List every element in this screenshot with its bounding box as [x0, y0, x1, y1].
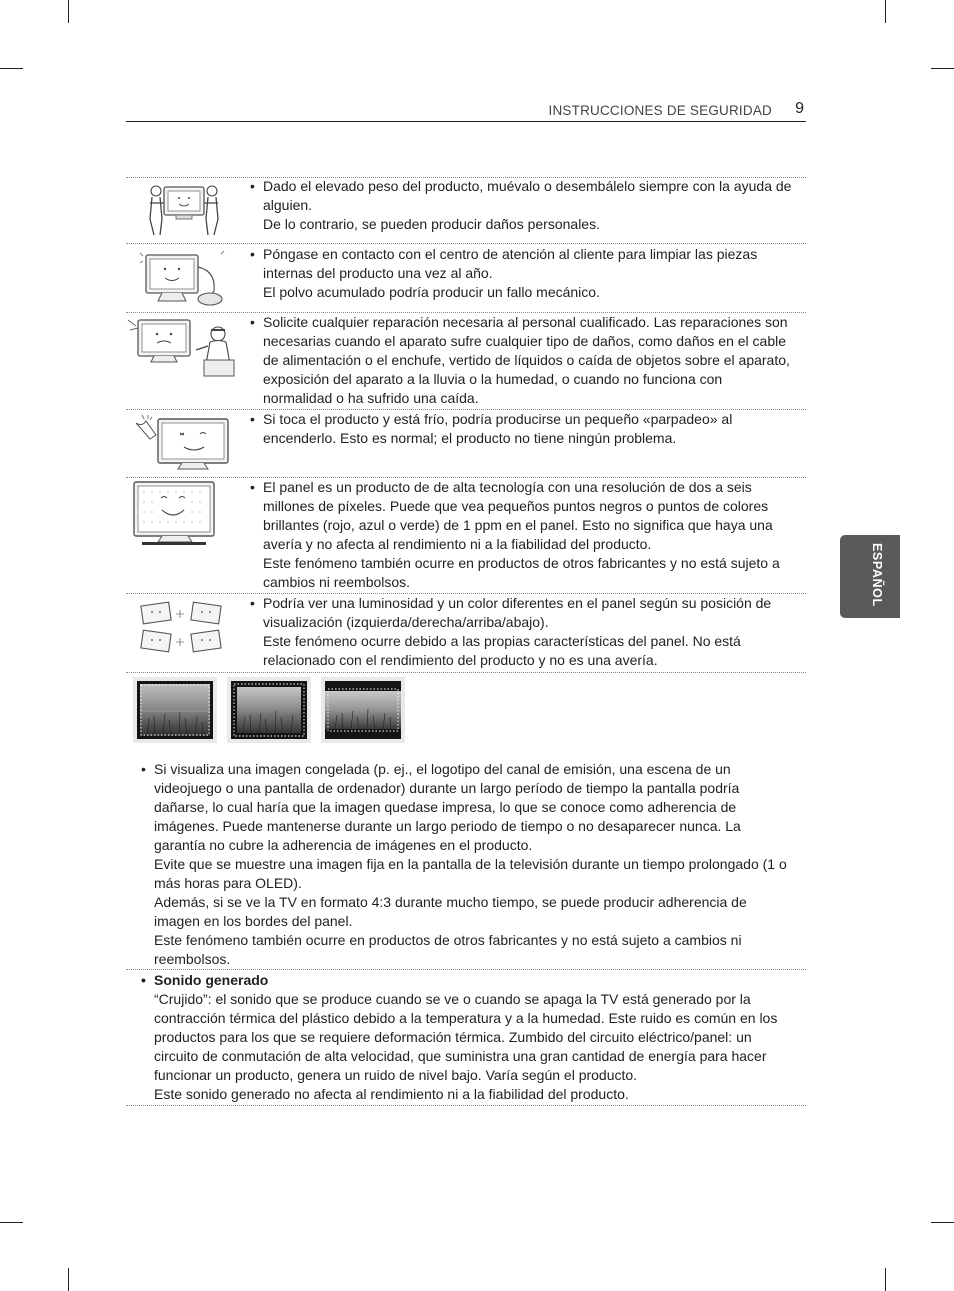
bullet: • — [250, 314, 255, 330]
item-text: El polvo acumulado podría producir un fallo mecánico. — [263, 284, 600, 300]
tv-pixel-dots-icon — [132, 480, 218, 548]
bullet: • — [250, 595, 255, 611]
item-text: Podría ver una luminosidad y un color diferentes en el panel según su posición de visualización (izquierda/derecha/arriba/abajo). — [263, 595, 772, 630]
bullet: • — [250, 178, 255, 194]
bullet: • — [250, 246, 255, 262]
list-item — [250, 478, 793, 592]
crop-mark — [885, 1268, 886, 1291]
language-tab — [840, 535, 900, 618]
item-text: Además, si se ve la TV en formato 4:3 durante mucho tiempo, se puede producir adherencia de imagen en los bordes del panel. — [154, 894, 747, 929]
item-text: El panel es un producto de de alta tecnología con una resolución de dos a seis millones de píxeles. Puede que vea pequeños puntos negros o puntos de colores brillantes (rojo, azul o verde) de 1 ppm en el panel. Esto no significa que haya una avería y no afecta al rendimiento ni a la fiabilidad del producto. — [263, 479, 773, 552]
item-text: Evite que se muestre una imagen fija en la pantalla de la televisión durante un tiempo prolongado (1 o más horas para OLED). — [154, 856, 787, 891]
item-text: Dado el elevado peso del producto, muévalo o desembálelo siempre con la ayuda de alguien. — [263, 178, 792, 213]
crop-mark — [0, 68, 23, 69]
crop-mark — [931, 1222, 954, 1223]
crop-mark — [0, 1222, 23, 1223]
crop-mark — [931, 68, 954, 69]
list-item — [250, 410, 793, 448]
row-divider — [126, 969, 806, 970]
crop-mark — [885, 0, 886, 23]
tv-vacuum-cleaning-icon — [136, 247, 228, 309]
item-text: “Crujido”: el sonido que se produce cuando se ve o cuando se apaga la TV está generado por la contracción térmica del plástico debido a la temperatura y a la humedad. Este ruido es común en los productos para los que se requiere deformación térmica. Zumbido del circuito eléctrico/panel: un circuito de conmutación de alta velocidad, que suministra una gran cantidad de energía para hacer funcionar un producto, genera un ruido de nivel bajo. Varía según el producto. — [154, 991, 778, 1083]
item-text: Solicite cualquier reparación necesaria al personal cualificado. Las reparaciones son necesarias cuando el aparato sufre cualquier tipo de daños, como daños en el cable de alimentación o el enchufe, vertido de líquidos o caída de objetos sobre el aparato, exposición del aparato a la lluvia o la humedad, o cuando no funciona con normalidad o ha sufrido una caída. — [263, 314, 790, 406]
page-number: 9 — [795, 100, 804, 117]
retention-example-image — [321, 677, 405, 743]
bullet: • — [141, 972, 146, 988]
item-text: Este fenómeno ocurre debido a las propias características del panel. No está relacionado con el rendimiento del producto y no es una avería. — [263, 633, 741, 668]
viewing-angle-tvs-icon — [136, 600, 228, 656]
list-item — [250, 245, 793, 302]
tv-repair-technician-icon — [126, 316, 242, 380]
item-heading: Sonido generado — [154, 972, 269, 988]
two-people-carrying-tv-icon — [146, 181, 222, 237]
list-item — [250, 177, 793, 234]
item-text: Póngase en contacto con el centro de atención al cliente para limpiar las piezas internas del producto una vez al año. — [263, 246, 758, 281]
image-retention-item — [141, 760, 790, 969]
row-divider — [126, 1105, 806, 1106]
generated-sound-item — [141, 971, 790, 1104]
retention-example-image — [133, 677, 217, 743]
item-text: Este fenómeno también ocurre en productos de otros fabricantes y no está sujeto a cambios ni reembolsos. — [263, 555, 780, 590]
crop-mark — [68, 1268, 69, 1291]
page-header — [126, 100, 806, 122]
list-item — [250, 313, 793, 408]
row-divider — [126, 672, 806, 673]
cold-tv-flicker-icon — [132, 413, 232, 475]
bullet: • — [250, 411, 255, 427]
item-text: Si visualiza una imagen congelada (p. ej., el logotipo del canal de emisión, una escena de un videojuego o una pantalla de ordenador) durante un largo período de tiempo la pantalla podría dañarse, lo cual haría que la imagen quedase impresa, lo que se conoce como adherencia de imágenes. Puede mantenerse durante un largo periodo de tiempo o no desaparecer nunca. La garantía no cubre la adherencia de imágenes en el producto. — [154, 761, 741, 853]
item-text: Si toca el producto y está frío, podría producirse un pequeño «parpadeo» al encenderlo. Esto es normal; el producto no tiene ningún problema. — [263, 411, 733, 446]
bullet: • — [141, 761, 146, 777]
retention-example-image — [227, 677, 311, 743]
item-text: Este sonido generado no afecta al rendimiento ni a la fiabilidad del producto. — [154, 1086, 629, 1102]
item-text: Este fenómeno también ocurre en productos de otros fabricantes y no está sujeto a cambios ni reembolsos. — [154, 932, 742, 967]
bullet: • — [250, 479, 255, 495]
item-text: De lo contrario, se pueden producir daños personales. — [263, 216, 600, 232]
crop-mark — [68, 0, 69, 23]
list-item — [250, 594, 793, 670]
section-title: INSTRUCCIONES DE SEGURIDAD — [548, 103, 772, 118]
language-label: ESPAÑOL — [870, 543, 884, 607]
row-divider — [126, 243, 806, 244]
